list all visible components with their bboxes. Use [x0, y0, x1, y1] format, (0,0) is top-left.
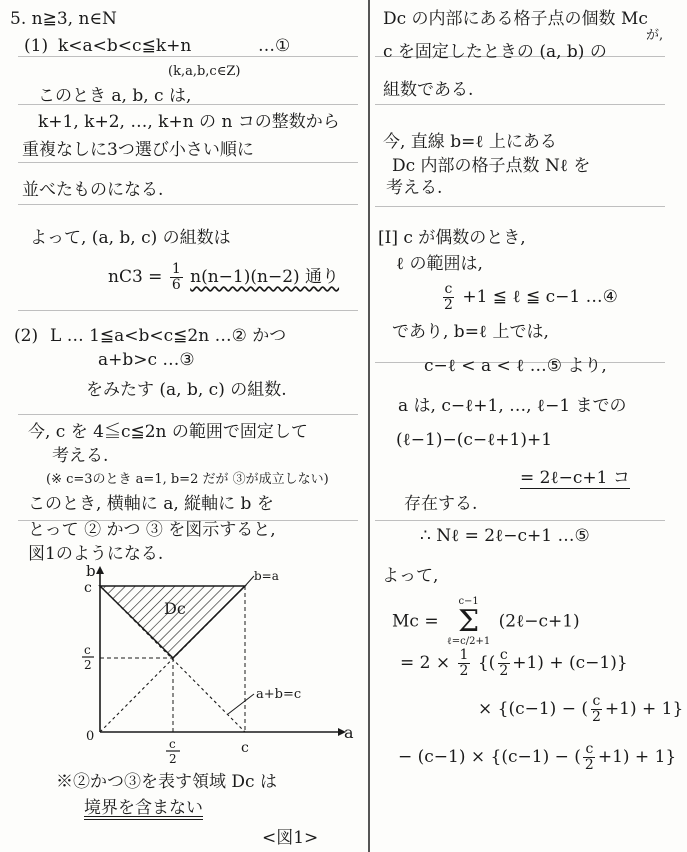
fraction-den: 6: [171, 277, 181, 293]
right-line2: c を固定したときの (a, b) の: [383, 42, 607, 62]
answer-lhs: nC3 =: [108, 267, 163, 287]
part2-line6: このとき, 横軸に a, 縦軸に b を: [28, 494, 274, 514]
part1-line1: このとき a, b, c は,: [38, 86, 192, 106]
part2-line2: a+b>c …③: [98, 350, 195, 370]
part1-answer: [108, 262, 339, 293]
figure-note1: ※②かつ③を表す領域 Dc は: [56, 772, 277, 792]
part2-line4: 今, c を 4≦c≦2n の範囲で固定して: [28, 422, 308, 442]
fraction-num: c: [592, 693, 601, 709]
Mc-lhs: Mc =: [392, 611, 439, 632]
eq2-pre: = 2 ×: [400, 653, 451, 673]
fraction-den: 2: [584, 757, 594, 773]
label-ba-leader: [245, 576, 254, 586]
eq-line2: [400, 648, 628, 679]
eq3-frac: [590, 694, 603, 725]
fraction-num: 1: [171, 261, 181, 277]
label-a-plus-b-eq-c: a+b=c: [256, 687, 302, 702]
part2-label: (2): [14, 326, 39, 346]
eq3-a: × {(c−1) − (: [478, 699, 588, 719]
b-axis-arrow: [96, 566, 104, 574]
fraction-den: 2: [499, 663, 509, 679]
range-fraction: [442, 282, 455, 313]
tick-c2-y-den: 2: [84, 658, 92, 672]
label-b-eq-a: b=a: [254, 569, 279, 583]
part2-line3: をみたす (a, b, c) の組数.: [86, 380, 287, 400]
eq2-frac: [497, 648, 510, 679]
part2-line8: 図1のようになる.: [28, 544, 164, 564]
part1-tag: …①: [258, 36, 291, 56]
Mc-sum: [392, 596, 580, 648]
case1-heading: [I] c が偶数のとき,: [378, 228, 526, 248]
eq4-frac: [583, 742, 596, 773]
figure-note2: 境界を含まない: [84, 798, 203, 818]
part1-line4: 並べたものになる.: [22, 180, 164, 200]
eq4-a: − (c−1) × {(c−1) − (: [398, 747, 581, 767]
region-dc-label: Dc: [164, 599, 186, 618]
fraction-den: 2: [459, 663, 469, 679]
fraction-num: c: [499, 647, 508, 663]
part2-line7: とって ② かつ ③ を図示すると,: [28, 520, 276, 540]
fraction-den: 2: [444, 297, 453, 313]
region-dc: [100, 586, 245, 658]
tick-c2-x-num: c: [169, 737, 176, 751]
yotte-text: よって,: [382, 566, 439, 586]
part1-inequality: k<a<b<c≦k+n: [58, 36, 192, 56]
answer-fraction: [170, 262, 183, 293]
sigma-lower: ℓ=c/2+1: [446, 636, 491, 647]
eq2-half: [458, 648, 471, 679]
fraction-num: c: [585, 741, 594, 757]
exist-text: 存在する.: [404, 494, 478, 514]
column-divider: [368, 0, 370, 852]
sigma-glyph: Σ: [458, 604, 480, 639]
right-line6: 考える.: [386, 178, 443, 198]
range-lead: ℓ の範囲は,: [396, 254, 483, 274]
fraction-den: 2: [592, 709, 601, 725]
axis-b-label: b: [86, 562, 96, 580]
eq4-b: +1) + 1}: [597, 747, 677, 767]
sigma-upper: c−1: [458, 596, 479, 607]
range-rest: +1 ≦ ℓ ≦ c−1 …④: [462, 287, 618, 307]
part1-line3: 重複なしに3つ選び小さい順に: [22, 140, 254, 160]
fraction-num: 1: [459, 647, 469, 663]
on-line-text: であり, b=ℓ 上では,: [392, 322, 549, 342]
part1-condition: (k,a,b,c∈Z): [168, 64, 241, 79]
label-abc-leader: [228, 694, 254, 714]
problem-header: 5. n≧3, n∈N: [10, 9, 117, 29]
right-line3: 組数である.: [383, 80, 474, 100]
range-expression: [440, 282, 618, 313]
eq2-brace-a: {(: [477, 653, 496, 673]
origin-label: 0: [86, 729, 95, 744]
tick-c2-x-den: 2: [169, 752, 177, 766]
tick-c-x: c: [241, 740, 249, 756]
Mc-term: (2ℓ−c+1): [498, 611, 580, 632]
part1-answer-lead: よって, (a, b, c) の組数は: [30, 228, 231, 248]
right-line5: Dc 内部の格子点数 Nℓ を: [392, 156, 591, 176]
tick-c-y: c: [84, 580, 92, 596]
part1-line2: k+1, k+2, …, k+n の n コの整数から: [38, 112, 340, 132]
part1-label: (1): [24, 36, 49, 56]
right-line1: Dc の内部にある格子点の個数 Mc: [383, 9, 648, 29]
part2-note: (※ c=3のとき a=1, b=2 だが ③が成立しない): [46, 472, 329, 487]
eq-line3: [478, 694, 683, 725]
axis-a-label: a: [344, 723, 354, 742]
right-line1-ga: が,: [646, 28, 664, 43]
eq2-brace-b: +1) + (c−1)}: [512, 653, 628, 673]
inequality-5: c−ℓ < a < ℓ …⑤ より,: [424, 356, 607, 376]
figure-1: [60, 562, 360, 772]
count-expression: (ℓ−1)−(c−ℓ+1)+1: [396, 430, 553, 450]
a-range-text: a は, c−ℓ+1, …, ℓ−1 までの: [398, 396, 627, 416]
sigma: [447, 596, 490, 648]
count-result-value: = 2ℓ−c+1 コ: [520, 468, 630, 488]
answer-rhs: n(n−1)(n−2) 通り: [190, 267, 340, 287]
count-result: [520, 468, 630, 488]
right-line4: 今, 直線 b=ℓ 上にある: [383, 132, 557, 152]
fraction-num: c: [444, 281, 453, 297]
N-result: ∴ Nℓ = 2ℓ−c+1 …⑤: [420, 526, 590, 546]
eq3-b: +1) + 1}: [604, 699, 684, 719]
figure-caption: <図1>: [262, 828, 319, 848]
eq-line4: [398, 742, 676, 773]
tick-c2-y-num: c: [84, 643, 91, 657]
part2-line5: 考える.: [52, 446, 109, 466]
part2-line1: L … 1≦a<b<c≦2n …② かつ: [50, 326, 287, 346]
